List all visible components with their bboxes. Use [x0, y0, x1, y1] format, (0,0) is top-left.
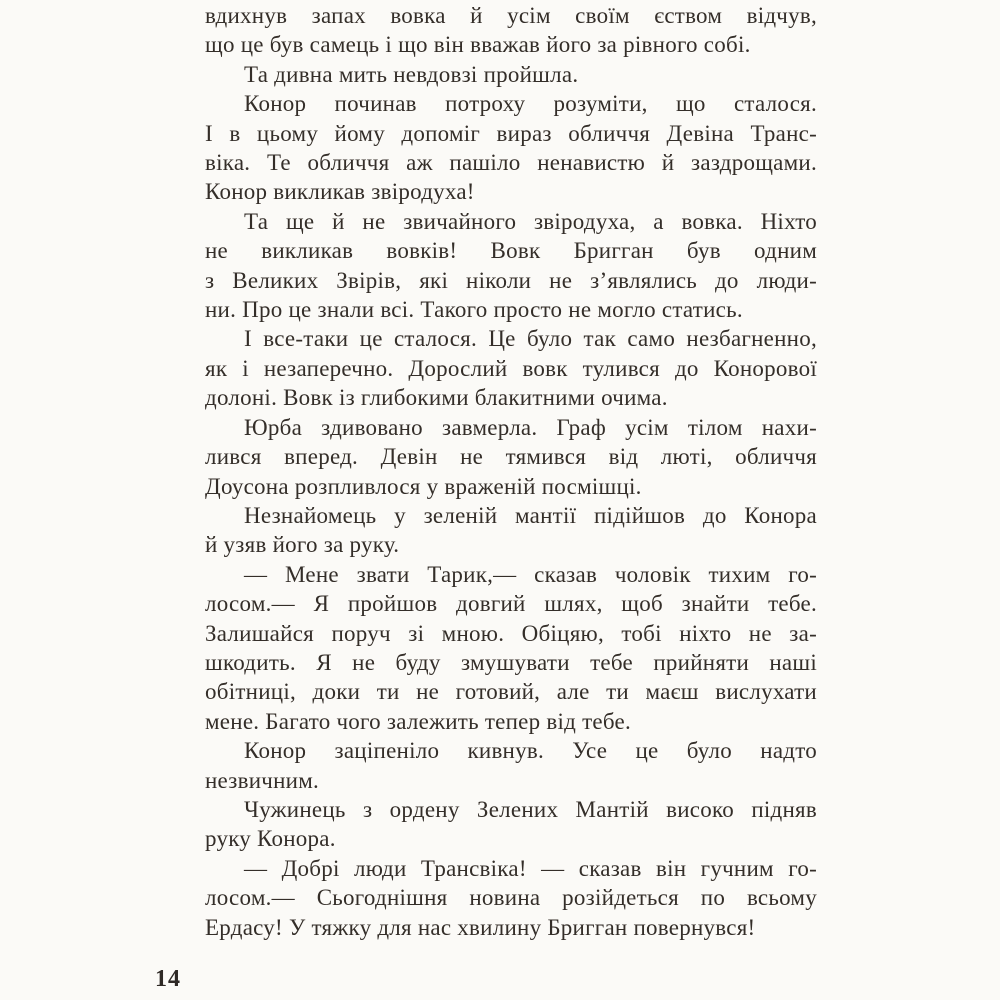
text-line: лосом.— Сьогоднішня новина розійдеться по всьому: [205, 885, 817, 911]
text-line: Та ще й не звичайного звіродуха, а вовка. Ніхто: [244, 208, 817, 234]
text-line: Конор заціпеніло кивнув. Усе це було надто: [244, 738, 817, 764]
text-line: Чужинець з ордену Зелених Мантій високо підняв: [244, 796, 817, 822]
text-line: віка. Те обличчя аж пашіло ненавистю й заздрощами.: [205, 150, 817, 176]
text-line: вдихнув запах вовка й усім своїм єством відчув,: [205, 3, 817, 28]
text-line: незвичним.: [205, 767, 320, 793]
text-line: що це був самець і що він вважав його за рівного собі.: [205, 32, 751, 58]
text-line: Конор починав потроху розуміти, що сталося.: [244, 91, 817, 117]
text-line: з Великих Звірів, які ніколи не з’являлись до люди-: [205, 267, 817, 293]
text-line: І в цьому йому допоміг вираз обличчя Девіна Транс-: [205, 120, 817, 146]
text-line: шкодить. Я не буду змушувати тебе прийняти наші: [205, 649, 817, 675]
text-line: Залишайся поруч зі мною. Обіцяю, тобі ніхто не за-: [205, 620, 817, 646]
text-line: й узяв його за руку.: [205, 532, 400, 558]
text-line: мене. Багато чого залежить тепер від тебе.: [205, 708, 631, 734]
text-line: Незнайомець у зеленій мантії підійшов до Конора: [244, 502, 817, 528]
text-line: Ердасу! У тяжку для нас хвилину Бригган повернувся!: [205, 914, 756, 940]
text-line: не викликав вовків! Вовк Бригган був одним: [205, 238, 817, 264]
text-line: лосом.— Я пройшов довгий шлях, щоб знайти тебе.: [205, 591, 817, 617]
text-line: Конор викликав звіродуха!: [205, 179, 475, 205]
text-line: — Добрі люди Трансвіка! — сказав він гучним го-: [244, 855, 817, 881]
text-line: як і незаперечно. Дорослий вовк тулився до Конорової: [205, 355, 817, 381]
text-line: — Мене звати Тарик,— сказав чоловік тихим го-: [244, 561, 817, 587]
text-line: Та дивна мить невдовзі пройшла.: [244, 61, 579, 87]
page-number: 14: [155, 966, 181, 992]
page-text-block: [205, 1, 817, 942]
text-line: руку Конора.: [205, 826, 336, 852]
text-line: ни. Про це знали всі. Такого просто не могло статись.: [205, 297, 743, 323]
text-line: Доусона розпливлося у враженій посмішці.: [205, 473, 642, 499]
text-line: лився вперед. Девін не тямився від люті, обличчя: [205, 444, 817, 470]
text-line: обітниці, доки ти не готовий, але ти маєш вислухати: [205, 679, 817, 705]
text-line: І все-таки це сталося. Це було так само незбагненно,: [244, 326, 817, 352]
text-line: Юрба здивовано завмерла. Граф усім тілом нахи-: [244, 414, 817, 440]
text-line: долоні. Вовк із глибокими блакитними очима.: [205, 385, 668, 411]
